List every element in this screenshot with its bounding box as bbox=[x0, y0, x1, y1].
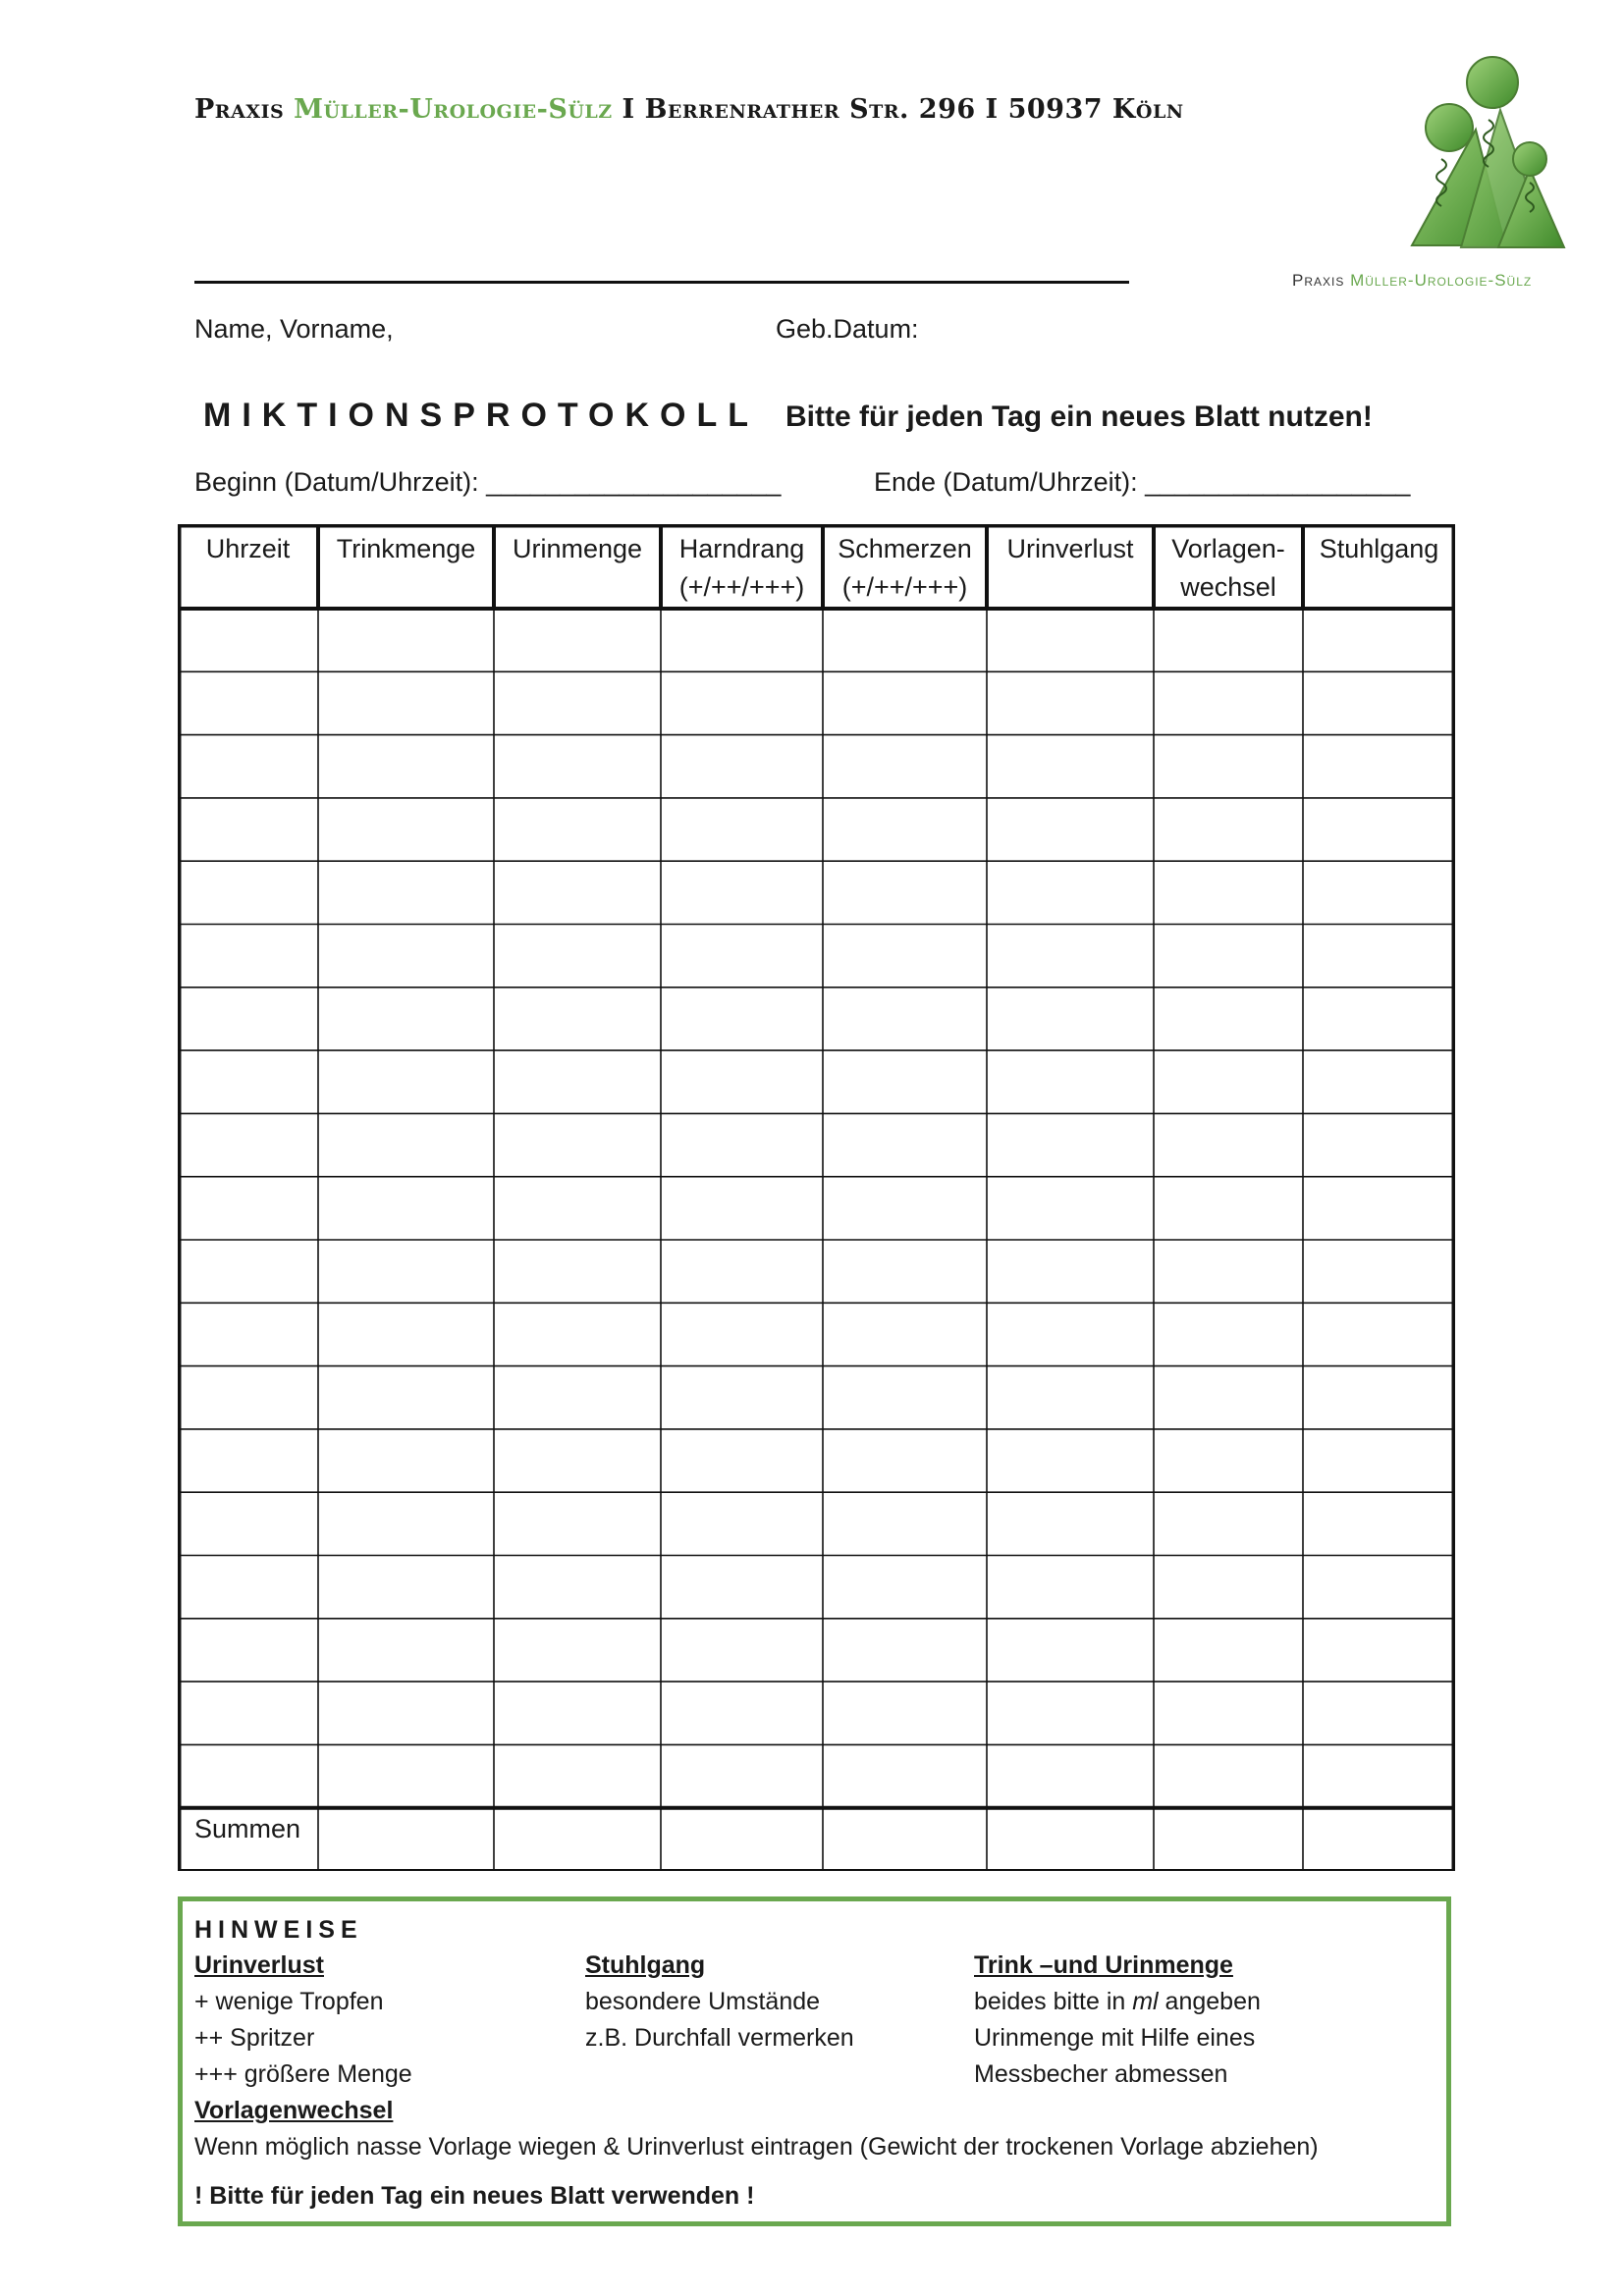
entry-cell[interactable] bbox=[989, 800, 1152, 859]
entry-cell[interactable] bbox=[1305, 1305, 1453, 1363]
entry-cell[interactable] bbox=[320, 863, 492, 922]
entry-cell[interactable] bbox=[180, 1558, 316, 1617]
note-vorlagenwechsel-text: Wenn möglich nasse Vorlage wiegen & Urinverlust eintragen (Gewicht der trockenen Vorlage abziehen) bbox=[194, 2133, 1319, 2161]
entry-cell[interactable] bbox=[180, 927, 316, 986]
entry-cell[interactable] bbox=[1156, 1368, 1301, 1427]
entry-cell[interactable] bbox=[1156, 1052, 1301, 1111]
entry-cell[interactable] bbox=[1156, 800, 1301, 859]
entry-cell[interactable] bbox=[825, 1305, 985, 1363]
entry-cell[interactable] bbox=[825, 863, 985, 922]
entry-cell[interactable] bbox=[989, 1115, 1152, 1174]
entry-cell[interactable] bbox=[320, 737, 492, 796]
end-field[interactable]: Ende (Datum/Uhrzeit): __________________ bbox=[874, 467, 1411, 497]
entry-cell[interactable] bbox=[1305, 1683, 1453, 1742]
entry-cell[interactable] bbox=[663, 673, 821, 732]
entry-cell[interactable] bbox=[1156, 1683, 1301, 1742]
entry-cell[interactable] bbox=[180, 1621, 316, 1680]
entry-cell[interactable] bbox=[496, 1179, 659, 1238]
entry-cell[interactable] bbox=[663, 1305, 821, 1363]
entry-cell[interactable] bbox=[496, 1558, 659, 1617]
entry-cell[interactable] bbox=[320, 1179, 492, 1238]
practice-name: Müller-Urologie-Sülz bbox=[294, 94, 613, 125]
entry-cell[interactable] bbox=[1305, 863, 1453, 922]
entry-cell[interactable] bbox=[1156, 1746, 1301, 1805]
entry-cell[interactable] bbox=[320, 1052, 492, 1111]
entry-cell[interactable] bbox=[1305, 1746, 1453, 1805]
entry-cell[interactable] bbox=[180, 1746, 316, 1805]
entry-cell[interactable] bbox=[320, 611, 492, 669]
note-urinverlust-line: ++ Spritzer bbox=[194, 2024, 315, 2052]
entry-cell[interactable] bbox=[496, 1242, 659, 1301]
entry-cell[interactable] bbox=[663, 800, 821, 859]
entry-cell[interactable] bbox=[989, 1683, 1152, 1742]
entry-cell[interactable] bbox=[825, 611, 985, 669]
entry-cell[interactable] bbox=[1156, 611, 1301, 669]
entry-cell[interactable] bbox=[825, 1746, 985, 1805]
entry-cell[interactable] bbox=[989, 1052, 1152, 1111]
entry-cell[interactable] bbox=[989, 673, 1152, 732]
note-vorlagenwechsel-title: Vorlagenwechsel bbox=[194, 2097, 394, 2124]
note-urinverlust-title: Urinverlust bbox=[194, 1951, 324, 1979]
new-sheet-notice: Bitte für jeden Tag ein neues Blatt nutzen! bbox=[785, 400, 1373, 433]
col-header-schmerzen: Schmerzen (+/++/+++) bbox=[838, 534, 972, 602]
entry-cell[interactable] bbox=[1305, 1621, 1453, 1680]
entry-cell[interactable] bbox=[496, 800, 659, 859]
entry-cell[interactable] bbox=[663, 1431, 821, 1490]
entry-cell[interactable] bbox=[1156, 1431, 1301, 1490]
entry-cell[interactable] bbox=[989, 1431, 1152, 1490]
entry-cell[interactable] bbox=[320, 927, 492, 986]
sum-row-label: Summen bbox=[194, 1814, 301, 1843]
entry-cell[interactable] bbox=[180, 863, 316, 922]
entry-cell[interactable] bbox=[825, 1368, 985, 1427]
entry-cell[interactable] bbox=[1156, 989, 1301, 1048]
entry-cell[interactable] bbox=[180, 1242, 316, 1301]
sum-cell[interactable] bbox=[663, 1810, 821, 1869]
entry-cell[interactable] bbox=[1305, 737, 1453, 796]
entry-cell[interactable] bbox=[1156, 673, 1301, 732]
entry-cell[interactable] bbox=[989, 863, 1152, 922]
col-header-uhrzeit: Uhrzeit bbox=[205, 534, 291, 563]
entry-cell[interactable] bbox=[1156, 1494, 1301, 1553]
entry-cell[interactable] bbox=[320, 1242, 492, 1301]
entry-cell[interactable] bbox=[989, 1494, 1152, 1553]
entry-cell[interactable] bbox=[1156, 1305, 1301, 1363]
col-header-stuhlgang: Stuhlgang bbox=[1319, 534, 1439, 563]
entry-cell[interactable] bbox=[825, 673, 985, 732]
entry-cell[interactable] bbox=[663, 1621, 821, 1680]
entry-cell[interactable] bbox=[1156, 927, 1301, 986]
entry-cell[interactable] bbox=[989, 1368, 1152, 1427]
entry-cell[interactable] bbox=[825, 1179, 985, 1238]
entry-cell[interactable] bbox=[180, 1052, 316, 1111]
entry-cell[interactable] bbox=[496, 989, 659, 1048]
entry-cell[interactable] bbox=[1305, 611, 1453, 669]
entry-cell[interactable] bbox=[320, 1368, 492, 1427]
entry-cell[interactable] bbox=[989, 1242, 1152, 1301]
name-label: Name, Vorname, bbox=[194, 314, 394, 344]
note-trink-line: Urinmenge mit Hilfe eines bbox=[974, 2024, 1256, 2052]
entry-cell[interactable] bbox=[663, 737, 821, 796]
entry-cell[interactable] bbox=[989, 1746, 1152, 1805]
entry-cell[interactable] bbox=[1305, 1368, 1453, 1427]
entry-cell[interactable] bbox=[1305, 673, 1453, 732]
entry-cell[interactable] bbox=[320, 1746, 492, 1805]
entry-cell[interactable] bbox=[1305, 1052, 1453, 1111]
entry-cell[interactable] bbox=[496, 927, 659, 986]
note-stuhlgang-title: Stuhlgang bbox=[585, 1951, 706, 1979]
entry-cell[interactable] bbox=[320, 673, 492, 732]
entry-cell[interactable] bbox=[663, 1242, 821, 1301]
entry-cell[interactable] bbox=[989, 611, 1152, 669]
entry-cell[interactable] bbox=[180, 989, 316, 1048]
entry-cell[interactable] bbox=[1156, 1242, 1301, 1301]
entry-cell[interactable] bbox=[496, 863, 659, 922]
entry-cell[interactable] bbox=[496, 1494, 659, 1553]
entry-cell[interactable] bbox=[1156, 1179, 1301, 1238]
entry-cell[interactable] bbox=[180, 1494, 316, 1553]
logo-caption-prefix: Praxis bbox=[1292, 271, 1351, 290]
entry-cell[interactable] bbox=[320, 989, 492, 1048]
entry-cell[interactable] bbox=[825, 989, 985, 1048]
entry-cell[interactable] bbox=[496, 1683, 659, 1742]
entry-cell[interactable] bbox=[663, 1746, 821, 1805]
entry-cell[interactable] bbox=[1305, 800, 1453, 859]
note-urinverlust-line: +++ größere Menge bbox=[194, 2060, 412, 2088]
entry-cell[interactable] bbox=[320, 1558, 492, 1617]
entry-cell[interactable] bbox=[496, 1115, 659, 1174]
note-stuhlgang-line: besondere Umstände bbox=[585, 1988, 821, 2015]
entry-cell[interactable] bbox=[825, 1052, 985, 1111]
note-trink-line: beides bitte in ml angeben bbox=[974, 1988, 1261, 2015]
begin-field[interactable]: Beginn (Datum/Uhrzeit): ____________________ bbox=[194, 467, 782, 497]
entry-cell[interactable] bbox=[1305, 1179, 1453, 1238]
entry-cell[interactable] bbox=[825, 1242, 985, 1301]
sum-cell[interactable] bbox=[989, 1810, 1152, 1869]
col-header-urinverlust: Urinverlust bbox=[1006, 534, 1134, 563]
practice-header bbox=[194, 94, 1184, 125]
entry-cell[interactable] bbox=[180, 737, 316, 796]
entry-cell[interactable] bbox=[663, 1683, 821, 1742]
logo-caption bbox=[1292, 271, 1532, 291]
entry-cell[interactable] bbox=[825, 800, 985, 859]
entry-cell[interactable] bbox=[663, 611, 821, 669]
entry-cell[interactable] bbox=[663, 1368, 821, 1427]
entry-cell[interactable] bbox=[989, 989, 1152, 1048]
entry-cell[interactable] bbox=[1305, 1115, 1453, 1174]
note-trink-line: Messbecher abmessen bbox=[974, 2060, 1228, 2088]
entry-cell[interactable] bbox=[180, 611, 316, 669]
entry-cell[interactable] bbox=[1305, 1242, 1453, 1301]
sum-cell[interactable] bbox=[825, 1810, 985, 1869]
practice-logo bbox=[1382, 51, 1577, 263]
entry-cell[interactable] bbox=[825, 737, 985, 796]
entry-cell[interactable] bbox=[1156, 1621, 1301, 1680]
entry-cell[interactable] bbox=[989, 1558, 1152, 1617]
entry-cell[interactable] bbox=[989, 1179, 1152, 1238]
entry-cell[interactable] bbox=[989, 737, 1152, 796]
entry-cell[interactable] bbox=[1305, 927, 1453, 986]
notes-heading: HINWEISE bbox=[194, 1916, 363, 1944]
entry-cell[interactable] bbox=[496, 1431, 659, 1490]
note-stuhlgang-line: z.B. Durchfall vermerken bbox=[585, 2024, 854, 2052]
unit-ml: ml bbox=[1132, 1988, 1159, 2015]
protocol-table bbox=[178, 524, 1455, 1879]
col-header-trinkmenge: Trinkmenge bbox=[336, 534, 476, 563]
entry-cell[interactable] bbox=[825, 1683, 985, 1742]
entry-cell[interactable] bbox=[320, 1494, 492, 1553]
entry-cell[interactable] bbox=[180, 800, 316, 859]
entry-cell[interactable] bbox=[989, 1305, 1152, 1363]
entry-cell[interactable] bbox=[663, 1115, 821, 1174]
entry-cell[interactable] bbox=[663, 927, 821, 986]
col-header-vorlagenwechsel: Vorlagen- wechsel bbox=[1171, 534, 1285, 602]
entry-cell[interactable] bbox=[496, 1305, 659, 1363]
sum-cell[interactable] bbox=[1156, 1810, 1301, 1869]
entry-cell[interactable] bbox=[663, 863, 821, 922]
entry-cell[interactable] bbox=[320, 1115, 492, 1174]
entry-cell[interactable] bbox=[496, 1052, 659, 1111]
entry-cell[interactable] bbox=[1305, 1431, 1453, 1490]
entry-cell[interactable] bbox=[180, 673, 316, 732]
page-title: MIKTIONSPROTOKOLL bbox=[203, 397, 760, 434]
entry-cell[interactable] bbox=[496, 1746, 659, 1805]
practice-prefix: Praxis bbox=[194, 94, 295, 125]
entry-cell[interactable] bbox=[320, 1683, 492, 1742]
entry-cell[interactable] bbox=[1156, 1558, 1301, 1617]
entry-cell[interactable] bbox=[496, 611, 659, 669]
entry-cell[interactable] bbox=[1305, 989, 1453, 1048]
entry-cell[interactable] bbox=[663, 1179, 821, 1238]
sum-cell[interactable] bbox=[496, 1810, 659, 1869]
entry-cell[interactable] bbox=[989, 927, 1152, 986]
birthdate-label: Geb.Datum: bbox=[776, 314, 919, 344]
entry-cell[interactable] bbox=[180, 1305, 316, 1363]
entry-cell[interactable] bbox=[1305, 1558, 1453, 1617]
entry-cell[interactable] bbox=[1156, 737, 1301, 796]
entry-cell[interactable] bbox=[180, 1179, 316, 1238]
entry-cell[interactable] bbox=[663, 1052, 821, 1111]
notes-footer: ! Bitte für jeden Tag ein neues Blatt verwenden ! bbox=[194, 2182, 755, 2210]
signature-line bbox=[194, 281, 1129, 284]
entry-cell[interactable] bbox=[989, 1621, 1152, 1680]
entry-cell[interactable] bbox=[496, 1621, 659, 1680]
entry-cell[interactable] bbox=[825, 1115, 985, 1174]
entry-cell[interactable] bbox=[180, 1683, 316, 1742]
entry-cell[interactable] bbox=[180, 1368, 316, 1427]
entry-cell[interactable] bbox=[825, 1494, 985, 1553]
entry-cell[interactable] bbox=[663, 1494, 821, 1553]
entry-cell[interactable] bbox=[320, 800, 492, 859]
entry-cell[interactable] bbox=[320, 1305, 492, 1363]
entry-cell[interactable] bbox=[180, 1115, 316, 1174]
protocol-grid bbox=[178, 524, 1455, 1879]
col-header-urinmenge: Urinmenge bbox=[512, 534, 643, 563]
entry-cell[interactable] bbox=[1156, 1115, 1301, 1174]
entry-cell[interactable] bbox=[825, 1558, 985, 1617]
note-urinverlust-line: + wenige Tropfen bbox=[194, 1988, 384, 2015]
entry-cell[interactable] bbox=[496, 1368, 659, 1427]
entry-cell[interactable] bbox=[825, 1621, 985, 1680]
entry-cell[interactable] bbox=[320, 1431, 492, 1490]
notes-box bbox=[178, 1896, 1451, 2226]
entry-cell[interactable] bbox=[663, 1558, 821, 1617]
sum-cell[interactable] bbox=[320, 1810, 492, 1869]
entry-cell[interactable] bbox=[496, 673, 659, 732]
entry-cell[interactable] bbox=[825, 927, 985, 986]
entry-cell[interactable] bbox=[1156, 863, 1301, 922]
entry-cell[interactable] bbox=[1305, 1494, 1453, 1553]
sum-cell[interactable] bbox=[1305, 1810, 1453, 1869]
entry-cell[interactable] bbox=[320, 1621, 492, 1680]
practice-address: I Berrenrather Str. 296 I 50937 Köln bbox=[612, 94, 1184, 125]
logo-caption-name: Müller-Urologie-Sülz bbox=[1350, 271, 1533, 290]
note-trink-title: Trink –und Urinmenge bbox=[974, 1951, 1233, 1979]
entry-cell[interactable] bbox=[496, 737, 659, 796]
entry-cell[interactable] bbox=[663, 989, 821, 1048]
col-header-harndrang: Harndrang (+/++/+++) bbox=[678, 534, 805, 602]
entry-cell[interactable] bbox=[180, 1431, 316, 1490]
entry-cell[interactable] bbox=[825, 1431, 985, 1490]
